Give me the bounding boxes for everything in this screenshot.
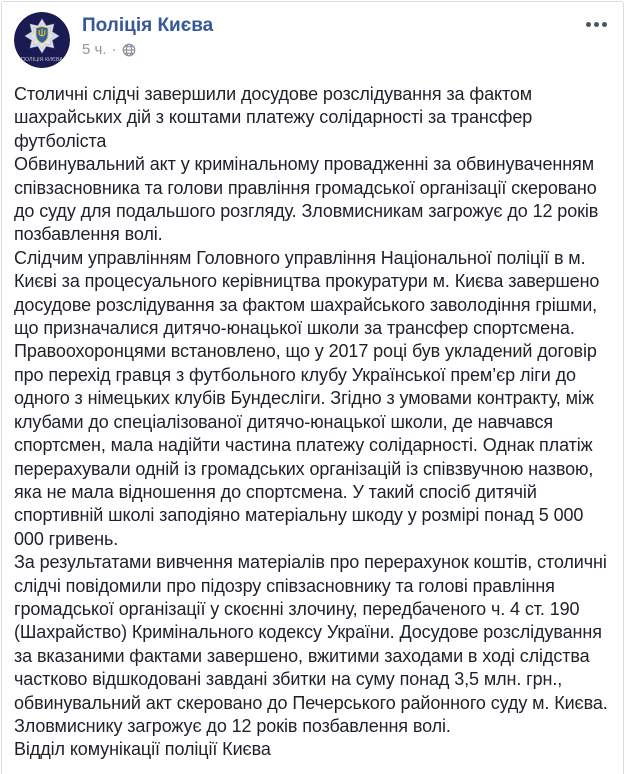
- post-paragraph: Обвинувальний акт у кримінальному провадженні за обвинуваченням співзасновника та голови правління громадської організації скеровано до суду для подальшого розгляду. Зловмисникам загрожує до 12 років позбавлення волі.: [14, 154, 599, 245]
- post-meta: [82, 41, 213, 59]
- post-text: [2, 68, 623, 774]
- post-paragraph: За результатами вивчення матеріалів про перерахунок коштів, столичні слідчі повідомили про підозру співзасновнику та голові правління громадської організації у скоєнні злочину, передбаченого ч. 4 ст. 190 (Шахрайство) Кримінального кодексу України. Досудове розслідування за вказаними фактами завершено, вжитими заходами в ході слідства частково відшкодовані завдані збитки на суму понад 3,5 млн. грн., обвинувальний акт скеровано до Печерського районного суду м. Києва. Зловмиснику загрожує до 12 років позбавлення волі.: [14, 552, 608, 736]
- post-header: [2, 2, 623, 68]
- post-paragraph: Правоохоронцями встановлено, що у 2017 році був укладений договір про перехід гравця з футбольного клубу Української прем’єр ліги до одного з німецьких клубів Бундесліги. Згідно з умовами контракту, між клубами до спеціалізованої дитячо-юнацької школи, де навчався спортсмен, мала надійти частина платежу солідарності. Однак платіж перерахували одній із громадських організацій із співзвучною назвою, яка не мала відношення до спортсмена. У такий спосіб дитячій спортивній школі заподіяно матеріальну шкоду у розмірі понад 5 000 000 гривень.: [14, 341, 597, 549]
- police-badge-icon: [14, 12, 70, 68]
- ellipsis-icon: [594, 22, 599, 27]
- header-text: [82, 12, 213, 59]
- post-paragraph: Слідчим управлінням Головного управління Національної поліції в м. Києві за процесуального керівництва прокуратури м. Києва завершено досудове розслідування за фактом шахрайського заволодіння грішми, що призначалися дитячо-юнацької школи за трансфер спортсмена.: [14, 247, 600, 339]
- avatar-badge-text: ПОЛІЦІЯ КИЄВА: [21, 57, 64, 63]
- post-options-button[interactable]: [584, 16, 609, 33]
- globe-icon: [122, 43, 136, 57]
- ellipsis-icon: [602, 22, 607, 27]
- meta-separator: ·: [111, 41, 117, 58]
- timestamp-link[interactable]: 5 ч.: [82, 41, 107, 58]
- avatar[interactable]: [14, 12, 70, 68]
- post-card: [1, 1, 624, 774]
- author-link[interactable]: Поліція Києва: [82, 15, 214, 36]
- post-paragraph: Відділ комунікації поліції Києва: [14, 739, 271, 760]
- ellipsis-icon: [586, 22, 591, 27]
- post-paragraph: Столичні слідчі завершили досудове розслідування за фактом шахрайських дій з коштами платежу солідарності за трансфер футболіста: [14, 84, 533, 151]
